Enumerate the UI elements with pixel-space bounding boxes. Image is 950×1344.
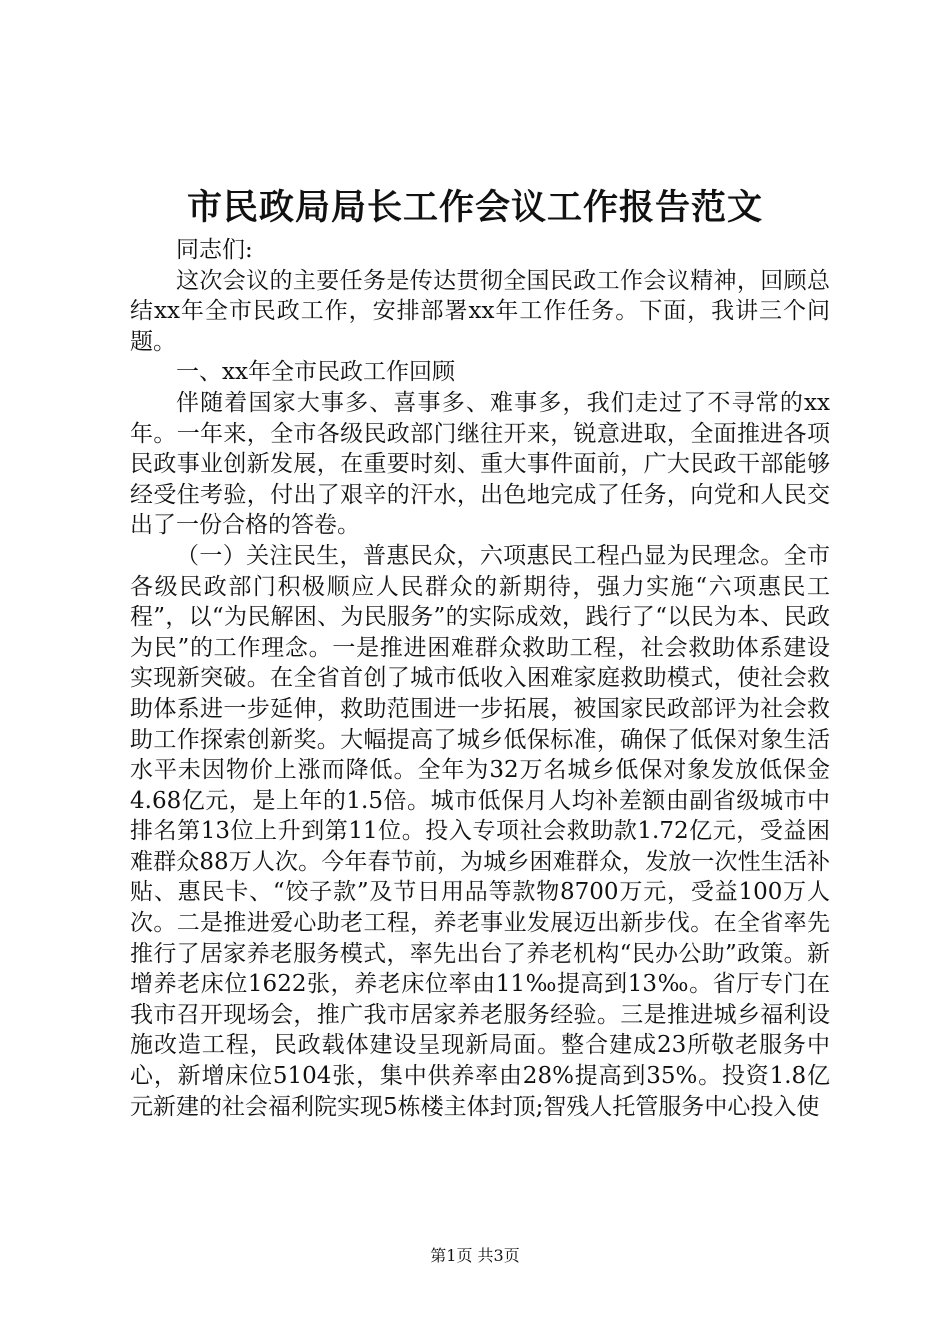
section-heading: 一、xx年全市民政工作回顾 [176,359,455,386]
document-title: 市民政局局长工作会议工作报告范文 [186,187,763,228]
intro-paragraph: 这次会议的主要任务是传达贯彻全国民政工作会议精神，回顾总结xx年全市民政工作，安排部署xx年工作任务。下面，我讲三个问题。 [130,267,830,355]
document-body [130,235,830,1122]
subsection-paragraph: （一）关注民生，普惠民众，六项惠民工程凸显为民理念。全市各级民政部门积极顺应人民群众的新期待，强力实施“六项惠民工程”，以“为民解困、为民服务”的实际成效，践行了“以民为本、民政为民”的工作理念。一是推进困难群众救助工程，社会救助体系建设实现新突破。在全省首创了城市低收入困难家庭救助模式，使社会救助体系进一步延伸，救助范围进一步拓展，被国家民政部评为社会救助工作探索创新奖。大幅提高了城乡低保标准，确保了低保对象生活水平未因物价上涨而降低。全年为32万名城乡低保对象发放低保金4.68亿元，是上年的1.5倍。城市低保月人均补差额由副省级城市中排名第13位上升到第11位。投入专项社会救助款1.72亿元，受益困难群众88万人次。今年春节前，为城乡困难群众，发放一次性生活补贴、惠民卡、“饺子款”及节日用品等款物8700万元，受益100万人次。二是推进爱心助老工程，养老事业发展迈出新步伐。在全省率先推行了居家养老服务模式，率先出台了养老机构“民办公助”政策。新增养老床位1622张，养老床位率由11‰提高到13‰。省厅专门在我市召开现场会，推广我市居家养老服务经验。三是推进城乡福利设施改造工程，民政载体建设呈现新局面。整合建成23所敬老服务中心，新增床位5104张，集中供养率由28%提高到35%。投资1.8亿元新建的社会福利院实现5栋楼主体封顶;智残人托管服务中心投入使 [130,542,830,1120]
review-paragraph: 伴随着国家大事多、喜事多、难事多，我们走过了不寻常的xx年。一年来，全市各级民政部门继往开来，锐意进取，全面推进各项民政事业创新发展，在重要时刻、重大事件面前，广大民政干部能够经受住考验，付出了艰辛的汗水，出色地完成了任务，向党和人民交出了一份合格的答卷。 [130,389,830,539]
page-footer: 第1页 共3页 [430,1246,520,1265]
salutation-paragraph: 同志们: [176,237,253,263]
